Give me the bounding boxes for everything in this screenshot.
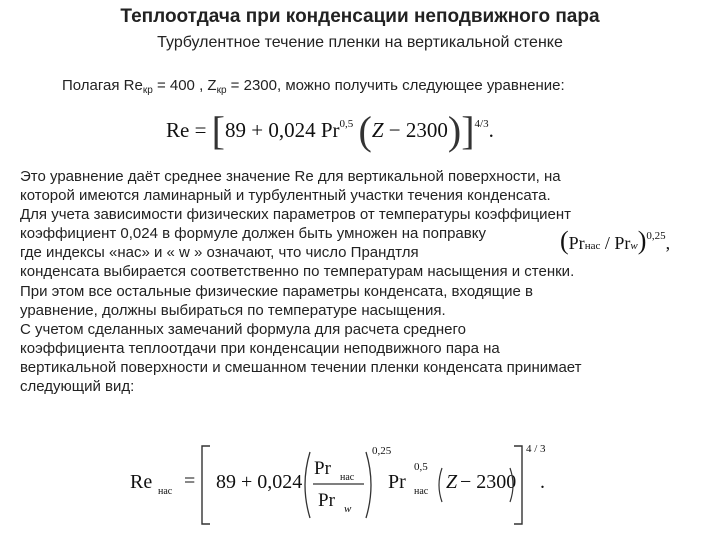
intro-part-2: = 400 , Z (152, 77, 217, 94)
eq2-open-bracket (202, 446, 210, 524)
eq1-lhs: Re (166, 118, 190, 142)
correction-comma: , (665, 233, 671, 253)
eq1-open-bracket: [ (211, 108, 225, 153)
eq2-den-sub: w (344, 503, 352, 515)
slide-title: Теплоотдача при конденсации неподвижного пара (120, 6, 600, 27)
body-line: Для учета зависимости физических параметров от температуры коэффициент (20, 206, 571, 224)
equation-2 (130, 440, 690, 530)
eq1-z: Z (371, 118, 384, 142)
eq2-frac-close-paren (366, 452, 371, 518)
eq2-lhs-sub: нас (158, 486, 173, 497)
eq2-pr: Pr (388, 471, 406, 493)
intro-part-1: Полагая Re (62, 77, 143, 94)
equation-1 (166, 107, 494, 154)
correction-pr2: Pr (614, 233, 631, 253)
eq2-num-sub: нас (340, 472, 355, 483)
body-line: конденсата выбирается соответственно по температурам насыщения и стенки. (20, 263, 575, 281)
eq2-frac-open-paren (305, 452, 310, 518)
eq2-lhs: Re (130, 471, 153, 493)
eq1-open-paren: ( (358, 108, 372, 153)
body-line: коэффициента теплоотдачи при конденсации неподвижного пара на (20, 339, 500, 357)
eq2-exponent: 4 / 3 (526, 443, 546, 455)
eq1-pr: Pr (320, 118, 340, 142)
eq2-num: Pr (314, 458, 331, 479)
eq1-close-bracket: ] (461, 108, 475, 153)
eq1-pr-exp: 0,5 (339, 118, 354, 130)
eq1-const: 89 + 0,024 (225, 118, 316, 142)
slide-subtitle: Турбулентное течение пленки на вертикальной стенке (157, 34, 563, 51)
body-line: С учетом сделанных замечаний формула для расчета среднего (20, 320, 466, 338)
intro-part-3: = 2300, можно получить следующее уравнение: (226, 77, 565, 94)
eq2-frac-exp: 0,25 (372, 445, 392, 457)
eq2-const: 89 + 0,024 (216, 471, 303, 493)
eq1-equals: = (194, 118, 207, 142)
body-line: следующий вид: (20, 378, 135, 396)
eq1-close-paren: ) (447, 108, 462, 153)
correction-close-paren: ) (637, 226, 647, 255)
correction-open-paren: ( (560, 226, 569, 255)
eq2-dot: . (540, 471, 545, 493)
eq1-z-rest: − 2300 (383, 118, 448, 142)
eq1-exponent: 4/3 (474, 118, 489, 130)
eq2-z: Z (446, 471, 458, 493)
eq2-pr-sub: нас (414, 486, 429, 497)
correction-pr1: Pr (568, 233, 585, 253)
eq1-dot: . (488, 118, 494, 142)
intro-sub-2: кр (216, 85, 227, 96)
correction-factor (560, 226, 670, 256)
eq2-open-paren (439, 468, 442, 502)
body-line: Это уравнение даёт среднее значение Re для вертикальной поверхности, на (20, 168, 561, 185)
correction-slash: / (600, 233, 615, 253)
eq2-den: Pr (318, 490, 335, 511)
eq2-z-rest: − 2300 (460, 471, 517, 493)
intro-sub-1: кр (142, 85, 153, 96)
correction-sub1: нас (584, 240, 601, 252)
correction-sub2: w (630, 240, 638, 252)
body-line: уравнение, должны выбираться по температуре насыщения. (20, 301, 446, 319)
body-paragraph (20, 167, 582, 396)
body-line: При этом все остальные физические параметры конденсата, входящие в (20, 282, 533, 300)
body-line: которой имеются ламинарный и турбулентный участки течения конденсата. (20, 187, 551, 205)
body-line: коэффициент 0,024 в формуле должен быть умножен на поправку (20, 225, 486, 243)
correction-exp: 0,25 (646, 230, 666, 242)
eq2-equals: = (184, 470, 196, 492)
intro-sentence (62, 77, 565, 96)
body-line: вертикальной поверхности и смешанном течении пленки конденсата принимает (20, 358, 582, 376)
body-line: где индексы «нас» и « w » означают, что число Прандтля (20, 244, 419, 262)
eq2-pr-exp: 0,5 (414, 461, 428, 473)
